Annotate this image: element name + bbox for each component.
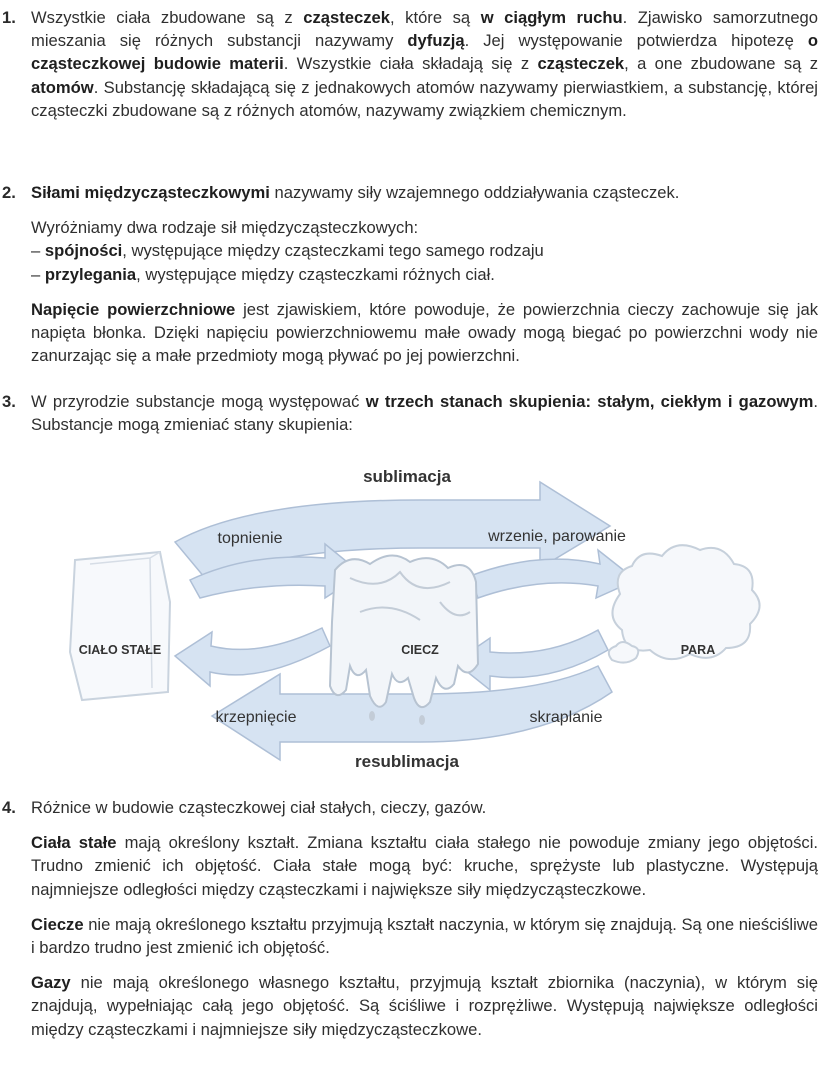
text-run: , a one zbudowane są z [624,54,818,74]
text-run: , które są [390,8,481,27]
text-run: – [31,241,45,261]
gases-paragraph [31,971,818,1041]
item-number: 4. [2,798,16,817]
differences-intro: Różnice w budowie cząsteczkowej ciał stałych, cieczy, gazów. [31,798,487,817]
forces-intro: Wyróżniamy dwa rodzaje sił międzycząsteczkowych: [31,218,419,238]
item-1-text [31,6,818,122]
item-number: 2. [2,183,16,202]
state-changes-diagram [0,452,820,782]
text-run: mają określony kształt. Zmiana kształtu ciała stałego nie powoduje zmiany jego objętości. Trudno zmienić ich objętość. Ciała stałe mogą być: kruche, sprężyste lub plastyczne. Występują najmniejsze odległości między cząsteczkami i największe siły międzycząsteczkowe. [31,833,819,899]
freezing-arrow [175,628,330,686]
text-run: nie mają określonego własnego kształtu, przyjmują kształt zbiornika (naczynia), w którym się znajdują, wypełniając całą jego objętość. Są ściśliwe i rozprężliwe. Występują największe odległości między cząsteczkami i najmniejsze siły międzycząsteczkowe. [31,973,818,1039]
bold-term: przylegania [44,264,137,284]
liquids-paragraph [31,913,818,959]
resublimation-label: resublimacja [355,752,459,771]
item-number: 1. [2,8,16,27]
bold-term: spójności [44,241,123,261]
condensing-label: skraplanie [529,709,603,726]
bold-term: Siłami międzycząsteczkowymi [31,183,270,202]
item-number: 3. [2,392,16,411]
text-run: , występujące między cząsteczkami różnych ciał. [136,264,495,284]
solid-label: CIAŁO STAŁE [78,643,162,657]
text-run: . Zjawisko samorzutnego mieszania się różnych substancji nazywamy [31,8,819,51]
solids-paragraph [31,831,818,901]
item-2-text [31,181,818,367]
bold-term: dyfuzją [407,31,465,51]
text-run: . Substancję składającą się z jednakowych atomów nazywamy pierwiastkiem, a substancję, której cząsteczki zbudowane są z różnych atomów, nazywamy związkiem chemicznym. [31,77,818,120]
bold-term: w trzech stanach skupienia: stałym, ciekłym i gazowym [365,392,814,411]
melting-label: topnienie [217,530,283,547]
adhesion-line [31,263,818,286]
freezing-label: krzepnięcie [215,709,297,726]
cohesion-line [31,239,818,262]
text-run: Wszystkie ciała zbudowane są z [31,8,304,27]
bold-term: Ciała stałe [31,833,117,853]
item-4-text [31,796,818,1041]
bold-term: cząsteczek [303,8,390,27]
text-run: nazywamy siły wzajemnego oddziaływania cząsteczek. [269,183,680,202]
intermolecular-forces-definition [31,181,818,204]
text-run: W przyrodzie substancje mogą występować [31,392,366,411]
boiling-label: wrzenie, parowanie [488,528,626,545]
text-run: , występujące między cząsteczkami tego samego rodzaju [122,241,544,261]
liquid-label: CIECZ [401,643,439,657]
text-run: . Substancje mogą zmieniać stany skupienia: [31,392,818,435]
solid-block [70,552,170,700]
text-run: jest zjawiskiem, które powoduje, że powierzchnia cieczy zachowuje się jak napięta błonka. Dzięki napięciu powierzchniowemu małe owady mogą biegać po powierzchni wody nie zanurzając się a małe przedmioty mogą pływać po jej powierzchni. [31,299,818,366]
bold-term: Ciecze [31,914,84,934]
item-1-paragraph [31,6,818,122]
bold-term: o cząsteczkowej budowie materii [31,31,818,74]
bold-term: Gazy [31,973,71,993]
text-run: nie mają określonego kształtu przyjmują kształt naczynia, w którym się znajdują. Są one nieściśliwe i bardzo trudno jest zmienić ich objętość. [31,914,818,958]
text-run: . Wszystkie ciała składają się z [283,54,538,74]
states-of-matter-paragraph [31,390,818,436]
item-3-text [31,390,818,436]
bold-term: cząsteczek [537,54,625,74]
sublimation-label: sublimacja [363,467,451,486]
gas-label: PARA [680,643,716,657]
state-changes-svg [0,452,820,782]
text-run: . Jej występowanie potwierdza hipotezę [464,31,808,51]
bold-term: Napięcie powierzchniowe [31,299,236,319]
text-run: – [31,264,45,284]
bold-term: atomów [31,77,94,97]
surface-tension-paragraph [31,298,818,368]
bold-term: w ciągłym ruchu [480,8,623,27]
